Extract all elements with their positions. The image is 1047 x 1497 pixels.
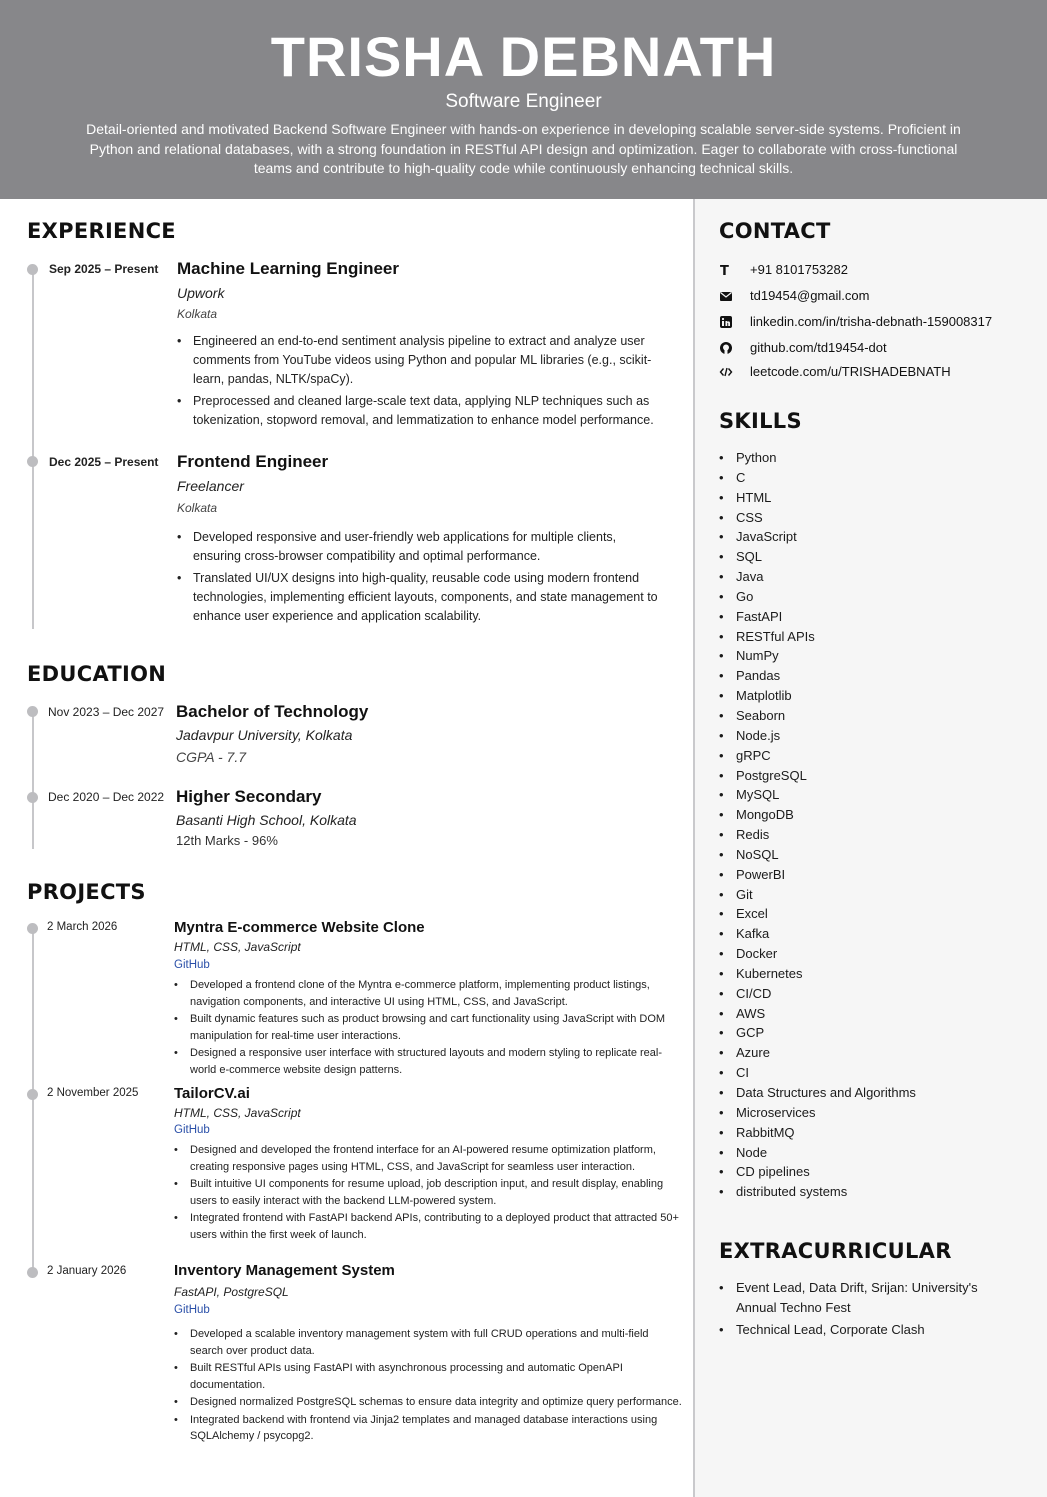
skill-item: • Node.js: [719, 726, 916, 746]
skill-item: • NoSQL: [719, 845, 916, 865]
project-github-link[interactable]: GitHub: [174, 1304, 210, 1316]
skill-item: • MySQL: [719, 785, 916, 805]
timeline-dot: [27, 264, 38, 275]
skill-item: • C: [719, 468, 916, 488]
skill-item: • RESTful APIs: [719, 627, 916, 647]
skill-item: • Kubernetes: [719, 964, 916, 984]
skill-item: • Data Structures and Algorithms: [719, 1083, 916, 1103]
skill-item: • PostgreSQL: [719, 766, 916, 786]
education-date: Nov 2023 – Dec 2027: [48, 705, 165, 719]
skill-item: • AWS: [719, 1004, 916, 1024]
skill-item: • RabbitMQ: [719, 1123, 916, 1143]
bullet-item: • Built RESTful APIs using FastAPI with asynchronous processing and automatic OpenAPI documentation.: [174, 1360, 684, 1393]
experience-location: Kolkata: [177, 501, 218, 515]
skill-item: • Docker: [719, 944, 916, 964]
skill-item: • gRPC: [719, 746, 916, 766]
email-icon: [719, 289, 733, 303]
education-degree: Bachelor of Technology: [176, 702, 369, 721]
bullet-item: • Integrated backend with frontend via Jinja2 templates and managed database interactions using SQLAlchemy / psycopg2.: [174, 1412, 684, 1445]
project-title: Myntra E-commerce Website Clone: [174, 919, 425, 936]
skill-item: • CI: [719, 1063, 916, 1083]
skill-item: • Azure: [719, 1043, 916, 1063]
project-bullets: [174, 977, 684, 1079]
project-tech: HTML, CSS, JavaScript: [174, 1106, 301, 1120]
project-date: 2 March 2026: [47, 921, 118, 933]
skill-item: • HTML: [719, 488, 916, 508]
skill-item: • CI/CD: [719, 984, 916, 1004]
main-column: [0, 199, 694, 1497]
contact-phone-text: +91 8101753282: [750, 262, 848, 277]
skill-item: • GCP: [719, 1023, 916, 1043]
skill-item: • Python: [719, 448, 916, 468]
bullet-item: • Developed responsive and user-friendly web applications for multiple clients, ensuring cross-browser compatibility and optimal performance.: [177, 528, 667, 566]
svg-text:T: T: [720, 264, 729, 277]
candidate-name: TRISHA DEBNATH: [270, 25, 777, 88]
contact-email-text: td19454@gmail.com: [750, 288, 870, 303]
education-school: Jadavpur University, Kolkata: [176, 727, 353, 743]
education-timeline: [32, 712, 34, 849]
skill-item: • PowerBI: [719, 865, 916, 885]
project-github-link[interactable]: GitHub: [174, 959, 210, 971]
timeline-dot: [27, 1267, 38, 1278]
skill-item: • CSS: [719, 508, 916, 528]
experience-date: Dec 2025 – Present: [49, 455, 159, 469]
candidate-role: Software Engineer: [445, 91, 602, 112]
extracurricular-list: [719, 1278, 1019, 1343]
timeline-dot: [27, 792, 38, 803]
education-date: Dec 2020 – Dec 2022: [48, 790, 165, 804]
experience-location: Kolkata: [177, 307, 218, 321]
bullet-item: • Designed a responsive user interface with structured layouts and modern styling to replicate real-world e-commerce website design patterns.: [174, 1045, 684, 1078]
bullet-item: • Translated UI/UX designs into high-quality, reusable code using modern frontend technologies, implementing efficient layouts, components, and state management to enhance user experience and application scalability.: [177, 569, 667, 626]
bullet-item: • Designed and developed the frontend interface for an AI-powered resume optimization platform, creating responsive pages using HTML, CSS, and JavaScript for seamless user interaction.: [174, 1142, 684, 1175]
sidebar-column: [695, 199, 1047, 1497]
experience-timeline: [32, 269, 34, 629]
experience-heading: EXPERIENCE: [27, 219, 176, 243]
skill-item: • Kafka: [719, 924, 916, 944]
skill-item: • Pandas: [719, 666, 916, 686]
contact-linkedin-text: linkedin.com/in/trisha-debnath-159008317: [750, 314, 993, 329]
skill-item: • MongoDB: [719, 805, 916, 825]
experience-role: Frontend Engineer: [177, 452, 329, 471]
code-icon: [719, 365, 733, 379]
skill-item: • Java: [719, 567, 916, 587]
summary-text: Detail-oriented and motivated Backend Software Engineer with hands-on experience in developing scalable server-side systems. Proficient in Python and relational databases, with a strong foundation in RESTful API design and optimization. Eager to collaborate with cross-functional teams and contribute to high-quality code while continuously enhancing technical skills.: [86, 121, 961, 177]
project-bullets: [174, 1142, 684, 1244]
skill-item: • Microservices: [719, 1103, 916, 1123]
extracurricular-item: • Event Lead, Data Drift, Srijan: University's Annual Techno Fest: [719, 1278, 1019, 1317]
contact-leetcode-text: leetcode.com/u/TRISHADEBNATH: [750, 364, 951, 379]
skills-list: [719, 448, 916, 1202]
skill-item: • NumPy: [719, 646, 916, 666]
education-heading: EDUCATION: [27, 662, 167, 686]
skill-item: • CD pipelines: [719, 1162, 916, 1182]
experience-company: Upwork: [177, 285, 225, 301]
education-degree: Higher Secondary: [176, 787, 322, 806]
extracurricular-heading: EXTRACURRICULAR: [719, 1239, 952, 1263]
education-school: Basanti High School, Kolkata: [176, 812, 357, 828]
bullet-item: • Integrated frontend with FastAPI backend APIs, contributing to a deployed product that attracted 50+ users within the first week of launch.: [174, 1210, 684, 1243]
linkedin-icon: [719, 315, 733, 329]
experience-role: Machine Learning Engineer: [177, 259, 399, 278]
experience-company: Freelancer: [177, 478, 244, 494]
skill-item: • SQL: [719, 547, 916, 567]
phone-icon: [719, 263, 733, 277]
projects-heading: PROJECTS: [27, 880, 146, 904]
timeline-dot: [27, 456, 38, 467]
contact-heading: CONTACT: [719, 219, 831, 243]
skill-item: • Excel: [719, 904, 916, 924]
project-tech: HTML, CSS, JavaScript: [174, 940, 301, 954]
project-date: 2 November 2025: [47, 1087, 139, 1099]
timeline-dot: [27, 706, 38, 717]
education-score: CGPA - 7.7: [176, 749, 247, 765]
skill-item: • Redis: [719, 825, 916, 845]
experience-bullets: [177, 332, 667, 433]
extracurricular-item: • Technical Lead, Corporate Clash: [719, 1320, 1019, 1340]
bullet-item: • Preprocessed and cleaned large-scale text data, applying NLP techniques such as tokenization, stopword removal, and lemmatization to enhance model performance.: [177, 392, 667, 430]
skill-item: • distributed systems: [719, 1182, 916, 1202]
bullet-item: • Designed normalized PostgreSQL schemas to ensure data integrity and optimize query performance.: [174, 1394, 684, 1411]
skill-item: • JavaScript: [719, 527, 916, 547]
timeline-dot: [27, 923, 38, 934]
bullet-item: • Developed a frontend clone of the Myntra e-commerce platform, implementing product listings, navigation components, and interactive UI using HTML, CSS, and JavaScript.: [174, 977, 684, 1010]
project-title: TailorCV.ai: [174, 1085, 250, 1102]
bullet-item: • Engineered an end-to-end sentiment analysis pipeline to extract and analyze user comments from YouTube videos using Python and popular ML libraries (e.g., scikit-learn, pandas, NLTK/spaCy).: [177, 332, 667, 389]
projects-timeline: [32, 928, 34, 1273]
experience-date: Sep 2025 – Present: [49, 262, 159, 276]
skill-item: • Matplotlib: [719, 686, 916, 706]
bullet-item: • Built dynamic features such as product browsing and cart functionality using JavaScript with DOM manipulation for real-time user interactions.: [174, 1011, 684, 1044]
skill-item: • Git: [719, 885, 916, 905]
skill-item: • FastAPI: [719, 607, 916, 627]
github-icon: [719, 341, 733, 355]
skill-item: • Seaborn: [719, 706, 916, 726]
skill-item: • Node: [719, 1143, 916, 1163]
project-date: 2 January 2026: [47, 1265, 127, 1277]
skills-heading: SKILLS: [719, 409, 802, 433]
project-title: Inventory Management System: [174, 1262, 395, 1279]
education-score: 12th Marks - 96%: [176, 833, 278, 848]
project-github-link[interactable]: GitHub: [174, 1124, 210, 1136]
project-bullets: [174, 1326, 684, 1446]
experience-bullets: [177, 528, 667, 629]
resume-header: [0, 0, 1047, 199]
project-tech: FastAPI, PostgreSQL: [174, 1285, 289, 1299]
skill-item: • Go: [719, 587, 916, 607]
timeline-dot: [27, 1089, 38, 1100]
contact-github-text: github.com/td19454-dot: [750, 340, 887, 355]
bullet-item: • Built intuitive UI components for resume upload, job description input, and result display, enabling users to easily interact with the backend LLM-powered system.: [174, 1176, 684, 1209]
bullet-item: • Developed a scalable inventory management system with full CRUD operations and multi-field search over product data.: [174, 1326, 684, 1359]
